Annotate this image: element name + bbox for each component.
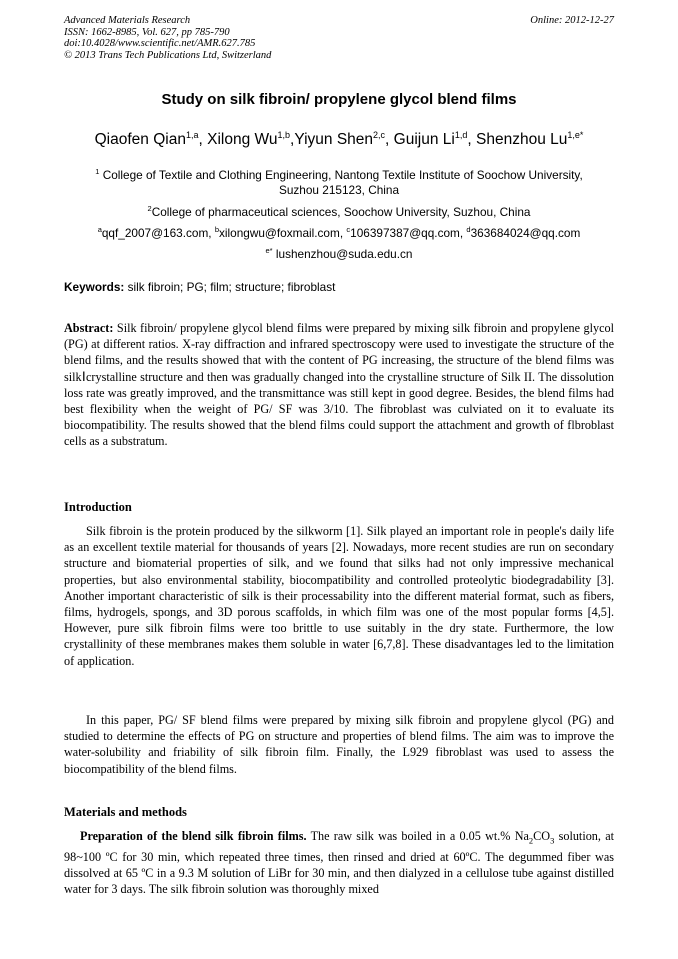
keywords-label: Keywords:	[64, 280, 125, 294]
author-separator: ,	[385, 131, 394, 149]
author-name: Xilong Wu	[207, 131, 278, 149]
email-line	[64, 222, 614, 241]
email-address[interactable]: 363684024@qq.com	[470, 225, 581, 240]
abstract	[64, 320, 614, 450]
author-affiliation-mark: 1,a	[185, 130, 199, 140]
intro-paragraph-2: In this paper, PG/ SF blend films were prepared by mixing silk fibroin and propylene glycol (PG) and studied to determine the effects of PG on structure and properties of blend films. The aim was to improve the water-solubility and friability of silk fibroin film. Finally, the L929 fibroblast was used to assess the biocompatibility of the blend films.	[64, 713, 614, 776]
email-address[interactable]: xilongwu@foxmail.com,	[219, 225, 347, 240]
author-name: Guijun Li	[393, 131, 455, 149]
abstract-text: crystalline structure and then was gradually changed into the crystalline structure of Silk II. The dissolution loss rate was greatly improved, and the transmittance was still kept in good degree. Besides, the blend films had best flexibility when the weight of PG/ SF was 3/10. The fibroblast was culviated on it to evaluate its biocompatibility. The results showed that the blend films could support the attachment and growth of flbroblast cells as a substratum.	[64, 369, 614, 449]
author-affiliation-mark: 1,e*	[567, 130, 584, 140]
doi-line[interactable]: doi:10.4028/www.scientific.net/AMR.627.785	[64, 38, 256, 49]
email-mark: b	[214, 225, 220, 234]
methods-paragraph	[64, 828, 614, 897]
corresponding-email-line	[64, 243, 614, 262]
journal-name: Advanced Materials Research	[64, 15, 191, 26]
author-separator: ,	[467, 131, 476, 149]
author-affiliation-mark: 1,d	[454, 130, 468, 140]
intro-paragraph-1: Silk fibroin is the protein produced by the silkworm [1]. Silk played an important role in people's daily life as an excellent textile material for thousands of years [2]. Nowadays, more recent studies are run on secondary structure and biomaterial properties of silk, and we found that silks had not only impressive mechanical properties, but also environmental stability, biocompatibility and controlled proteolytic biodegradability [3]. Another important characteristic of silk is their processability into the different material format, such as fibers, films, hydrogels, spongs, and 3D porous scaffolds, in which film was one of the most popular forms [4,5]. However, pure silk fibroin films were too brittle to use suitably in the dry state. Furthermore, the low crystallinity of these membranes makes them soluble in water [6,7,8]. These disadvantages led to the limitation of application.	[64, 524, 614, 668]
affiliation-text: Suzhou 215123, China	[278, 183, 400, 198]
keywords	[64, 280, 614, 294]
methods-text: solution, at 98~100 ºC for 30 min, which repeated three times, then rinsed and dried at 60ºC. The degummed fiber was dissolved at 65 ºC in a 9.3 M solution of LiBr for 30 min, and then dialyzed in a cellulose tube against distilled water for 3 days. The silk fibroin solution was thoroughly mixed	[64, 829, 614, 897]
copyright-line: © 2013 Trans Tech Publications Ltd, Switzerland	[64, 49, 272, 61]
abstract-label: Abstract:	[64, 321, 114, 335]
affiliation-text: College of Textile and Clothing Engineering, Nantong Textile Institute of Soochow University,	[99, 167, 583, 182]
author-list	[0, 130, 678, 149]
email-address[interactable]: 106397387@qq.com,	[350, 225, 467, 240]
email-mark: a	[97, 225, 102, 234]
keywords-text: silk fibroin; PG; film; structure; fibroblast	[124, 280, 336, 294]
abstract-text: Silk fibroin/ propylene glycol blend films were prepared by mixing silk fibroin and propylene glycol (PG) at different ratios. X-ray diffraction and infrared spectroscopy were used to investigate the structure of the blend films, and the results showed that with the content of PG increasing, the structure of the blend films was silk	[64, 321, 614, 384]
author-separator: ,	[290, 131, 295, 149]
online-date: Online: 2012-12-27	[530, 15, 614, 26]
author-affiliation-mark: 2,c	[373, 130, 386, 140]
affiliation-2	[64, 201, 614, 220]
email-mark: c	[346, 225, 351, 234]
subscript: 2	[528, 835, 534, 846]
affiliation-mark: 1	[95, 167, 100, 176]
affiliation-text: College of pharmaceutical sciences, Soochow University, Suzhou, China	[151, 204, 531, 219]
author-name: Yiyun Shen	[294, 131, 374, 149]
journal-header	[64, 15, 271, 61]
methods-text: CO	[533, 829, 551, 843]
section-heading-introduction: Introduction	[64, 500, 132, 514]
author-name: Qiaofen Qian	[94, 131, 186, 149]
email-mark: d	[466, 225, 471, 234]
affiliation-1	[64, 164, 614, 199]
email-mark: e*	[265, 246, 273, 255]
author-affiliation-mark: 1,b	[277, 130, 290, 140]
run-in-heading: Preparation of the blend silk fibroin films.	[80, 829, 307, 843]
email-address[interactable]: qqf_2007@163.com,	[101, 225, 215, 240]
roman-numeral-glyph: Ⅰ	[81, 368, 87, 384]
paper-title: Study on silk fibroin/ propylene glycol blend films	[161, 91, 517, 108]
methods-text: The raw silk was boiled in a 0.05 wt.% Na	[306, 829, 529, 843]
email-address[interactable]: lushenzhou@suda.edu.cn	[272, 246, 413, 261]
subscript: 3	[550, 835, 555, 846]
author-name: Shenzhou Lu	[476, 131, 568, 149]
author-separator: ,	[198, 131, 208, 149]
issn-line: ISSN: 1662-8985, Vol. 627, pp 785-790	[64, 26, 230, 38]
section-heading-methods: Materials and methods	[64, 805, 187, 819]
affiliation-mark: 2	[147, 204, 152, 213]
